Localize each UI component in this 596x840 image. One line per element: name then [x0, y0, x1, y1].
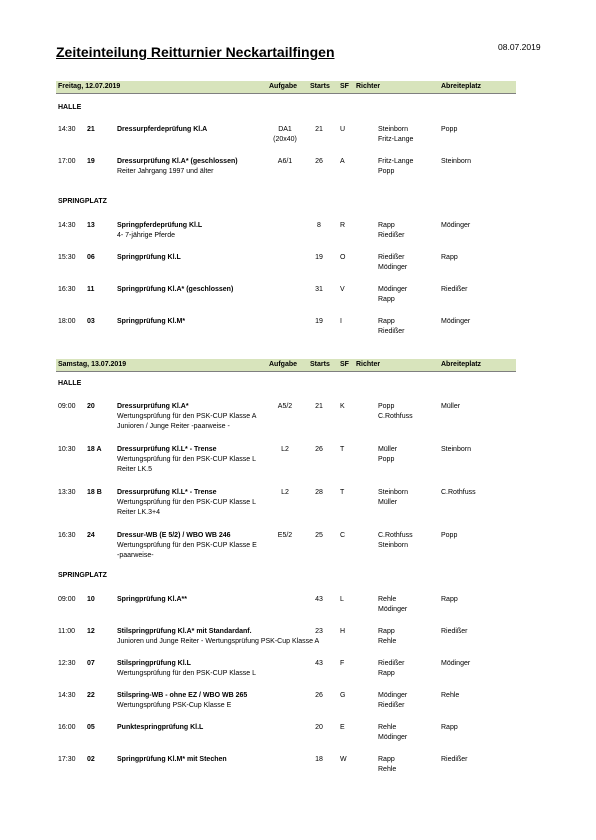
judge-name: Rehle	[378, 638, 397, 645]
judges	[378, 157, 413, 177]
judges	[378, 125, 413, 145]
judge-name: Mödinger	[378, 692, 408, 699]
competition-number: 12	[87, 628, 95, 635]
competition-number: 24	[87, 532, 95, 539]
sf-code: K	[340, 403, 345, 410]
judge-name: Popp	[378, 456, 395, 463]
judge-name: Rehle	[378, 724, 397, 731]
day-header	[56, 81, 516, 94]
judge-name: Riedißer	[378, 254, 405, 261]
competition-info	[117, 691, 247, 711]
competition-note: Wertungsprüfung für den PSK-CUP Klasse E	[117, 542, 257, 549]
competition-note: Reiter LK.5	[117, 466, 153, 473]
judges	[378, 402, 413, 422]
starts-count: 26	[315, 158, 323, 165]
competition-note: Wertungsprüfung für den PSK-CUP Klasse L	[117, 670, 257, 677]
starts-count: 8	[317, 222, 321, 229]
start-time: 17:30	[58, 756, 76, 763]
col-abreiteplatz: Abreiteplatz	[441, 361, 482, 368]
judges	[378, 488, 408, 508]
start-time: 12:30	[58, 660, 76, 667]
judge-name: Steinborn	[378, 542, 408, 549]
competition-info	[117, 317, 185, 327]
competition-info	[117, 723, 203, 733]
judges	[378, 627, 396, 647]
start-time: 18:00	[58, 318, 76, 325]
judges	[378, 755, 396, 775]
starts-count: 21	[315, 126, 323, 133]
judge-name: Rapp	[378, 628, 395, 635]
judge-name: Rapp	[378, 296, 395, 303]
day-header	[56, 359, 516, 372]
starts-count: 28	[315, 489, 323, 496]
judges	[378, 659, 404, 679]
judge-name: Müller	[378, 446, 398, 453]
sf-code: A	[340, 158, 345, 165]
competition-note: Reiter Jahrgang 1997 und älter	[117, 168, 214, 175]
starts-count: 18	[315, 756, 323, 763]
section-title: HALLE	[58, 380, 82, 387]
start-time: 16:00	[58, 724, 76, 731]
competition-note: Wertungsprüfung für den PSK-CUP Klasse L	[117, 499, 257, 506]
starts-count: 26	[315, 692, 323, 699]
competition-info	[117, 253, 181, 263]
judge-name: C.Rothfuss	[378, 413, 413, 420]
judge-name: Rapp	[378, 318, 395, 325]
start-time: 14:30	[58, 692, 76, 699]
task-line: DA1	[278, 126, 292, 133]
judge-name: Mödinger	[378, 734, 408, 741]
judge-name: Steinborn	[378, 489, 408, 496]
col-richter: Richter	[356, 83, 381, 90]
warmup-arena: C.Rothfuss	[441, 489, 476, 496]
competition-info	[117, 445, 256, 475]
sf-code: G	[340, 692, 346, 699]
competition-number: 05	[87, 724, 95, 731]
competition-number: 22	[87, 692, 95, 699]
judges	[378, 531, 413, 551]
sf-code: C	[340, 532, 346, 539]
task-line: L2	[281, 489, 289, 496]
sf-code: U	[340, 126, 346, 133]
starts-count: 26	[315, 446, 323, 453]
task	[262, 445, 308, 455]
judges	[378, 317, 404, 337]
judge-name: Rehle	[378, 766, 397, 773]
judge-name: Fritz-Lange	[378, 136, 414, 143]
start-time: 09:00	[58, 403, 76, 410]
competition-number: 19	[87, 158, 95, 165]
starts-count: 25	[315, 532, 323, 539]
page-title: Zeiteinteilung Reitturnier Neckartailfingen	[56, 44, 335, 60]
task	[262, 488, 308, 498]
competition-name: Springprüfung Kl.L	[117, 254, 181, 261]
competition-number: 10	[87, 596, 95, 603]
competition-info	[117, 627, 319, 647]
start-time: 17:00	[58, 158, 76, 165]
start-time: 13:30	[58, 489, 76, 496]
judge-name: Rapp	[378, 222, 395, 229]
competition-number: 07	[87, 660, 95, 667]
judge-name: Rapp	[378, 756, 395, 763]
judges	[378, 285, 407, 305]
start-time: 09:00	[58, 596, 76, 603]
starts-count: 43	[315, 596, 323, 603]
competition-name: Springpferdeprüfung Kl.L	[117, 222, 203, 229]
warmup-arena: Popp	[441, 126, 458, 133]
judge-name: Mödinger	[378, 286, 408, 293]
start-time: 14:30	[58, 222, 76, 229]
competition-note: -paarweise-	[117, 552, 154, 559]
competition-note: Junioren und Junge Reiter - Wertungsprüfung PSK-Cup Klasse A	[117, 638, 320, 645]
competition-info	[117, 157, 238, 177]
competition-number: 02	[87, 756, 95, 763]
task	[262, 402, 308, 412]
warmup-arena: Rapp	[441, 596, 458, 603]
day-label: Samstag, 13.07.2019	[58, 361, 127, 368]
section-title: SPRINGPLATZ	[58, 198, 107, 205]
judges	[378, 253, 407, 273]
section-title: HALLE	[58, 104, 82, 111]
judges	[378, 445, 397, 465]
warmup-arena: Mödinger	[441, 660, 471, 667]
task-line: (20x40)	[273, 136, 297, 143]
competition-number: 18 A	[87, 446, 102, 453]
task-line: A6/1	[277, 158, 293, 165]
warmup-arena: Steinborn	[441, 446, 471, 453]
judges	[378, 691, 407, 711]
col-starts: Starts	[310, 83, 330, 90]
warmup-arena: Müller	[441, 403, 461, 410]
col-starts: Starts	[310, 361, 330, 368]
task	[262, 157, 308, 167]
sf-code: E	[340, 724, 345, 731]
competition-name: Springprüfung Kl.M* mit Stechen	[117, 756, 227, 763]
start-time: 11:00	[58, 628, 75, 635]
competition-note: Wertungsprüfung für den PSK-CUP Klasse L	[117, 456, 257, 463]
competition-note: 4- 7-jährige Pferde	[117, 232, 175, 239]
task	[262, 531, 308, 541]
sf-code: I	[340, 318, 342, 325]
warmup-arena: Popp	[441, 532, 458, 539]
competition-name: Stilspringprüfung Kl.A* mit Standardanf.	[117, 628, 252, 635]
competition-note: Reiter LK.3+4	[117, 509, 160, 516]
competition-number: 03	[87, 318, 95, 325]
competition-name: Dressurpferdeprüfung Kl.A	[117, 126, 208, 133]
competition-name: Stilspringprüfung Kl.L	[117, 660, 191, 667]
competition-number: 11	[87, 286, 95, 293]
task	[262, 125, 308, 145]
start-time: 16:30	[58, 532, 76, 539]
start-time: 14:30	[58, 126, 76, 133]
col-sf: SF	[340, 361, 349, 368]
warmup-arena: Mödinger	[441, 318, 471, 325]
competition-name: Dressurprüfung Kl.L* - Trense	[117, 446, 217, 453]
warmup-arena: Rehle	[441, 692, 460, 699]
sf-code: W	[340, 756, 347, 763]
starts-count: 23	[315, 628, 323, 635]
warmup-arena: Rapp	[441, 254, 458, 261]
competition-number: 13	[87, 222, 95, 229]
judge-name: Rapp	[378, 670, 395, 677]
competition-name: Springprüfung Kl.A* (geschlossen)	[117, 286, 234, 293]
task-line: E5/2	[277, 532, 293, 539]
competition-info	[117, 488, 256, 518]
starts-count: 19	[315, 318, 323, 325]
sf-code: H	[340, 628, 346, 635]
warmup-arena: Riedißer	[441, 756, 468, 763]
task-line: A5/2	[277, 403, 293, 410]
sf-code: T	[340, 446, 345, 453]
judge-name: Rehle	[378, 596, 397, 603]
sf-code: L	[340, 596, 344, 603]
col-sf: SF	[340, 83, 349, 90]
col-aufgabe: Aufgabe	[269, 361, 297, 368]
competition-number: 06	[87, 254, 95, 261]
day-label: Freitag, 12.07.2019	[58, 83, 121, 90]
judges	[378, 221, 404, 241]
warmup-arena: Riedißer	[441, 286, 468, 293]
judge-name: Steinborn	[378, 126, 408, 133]
judges	[378, 723, 407, 743]
judge-name: C.Rothfuss	[378, 532, 413, 539]
competition-info	[117, 659, 256, 679]
col-richter: Richter	[356, 361, 381, 368]
judge-name: Riedißer	[378, 702, 405, 709]
competition-info	[117, 285, 233, 295]
competition-info	[117, 531, 257, 561]
task-line: L2	[281, 446, 289, 453]
starts-count: 19	[315, 254, 323, 261]
judge-name: Popp	[378, 403, 395, 410]
competition-note: Wertungsprüfung für den PSK-CUP Klasse A	[117, 413, 257, 420]
judge-name: Fritz-Lange	[378, 158, 414, 165]
section-title: SPRINGPLATZ	[58, 572, 107, 579]
print-date: 08.07.2019	[498, 42, 541, 52]
warmup-arena: Riedißer	[441, 628, 468, 635]
start-time: 10:30	[58, 446, 76, 453]
competition-info	[117, 125, 207, 135]
competition-name: Dressurprüfung Kl.L* - Trense	[117, 489, 217, 496]
competition-info	[117, 221, 202, 241]
starts-count: 43	[315, 660, 323, 667]
competition-info	[117, 755, 227, 765]
sf-code: R	[340, 222, 346, 229]
competition-name: Springprüfung Kl.A**	[117, 596, 187, 603]
starts-count: 31	[315, 286, 323, 293]
competition-name: Springprüfung Kl.M*	[117, 318, 186, 325]
competition-info	[117, 402, 256, 432]
judge-name: Riedißer	[378, 660, 405, 667]
starts-count: 20	[315, 724, 323, 731]
start-time: 16:30	[58, 286, 76, 293]
sf-code: T	[340, 489, 345, 496]
competition-name: Dressurprüfung Kl.A*	[117, 403, 189, 410]
sf-code: O	[340, 254, 346, 261]
sf-code: F	[340, 660, 345, 667]
col-abreiteplatz: Abreiteplatz	[441, 83, 482, 90]
competition-name: Dressur-WB (E 5/2) / WBO WB 246	[117, 532, 231, 539]
judge-name: Riedißer	[378, 328, 405, 335]
starts-count: 21	[315, 403, 323, 410]
judge-name: Mödinger	[378, 264, 408, 271]
competition-name: Stilspring-WB - ohne EZ / WBO WB 265	[117, 692, 248, 699]
judge-name: Mödinger	[378, 606, 408, 613]
judge-name: Müller	[378, 499, 398, 506]
competition-number: 18 B	[87, 489, 102, 496]
start-time: 15:30	[58, 254, 76, 261]
competition-note: Wertungsprüfung PSK-Cup Klasse E	[117, 702, 232, 709]
sf-code: V	[340, 286, 345, 293]
competition-note: Junioren / Junge Reiter -paarweise -	[117, 423, 230, 430]
competition-number: 21	[87, 126, 95, 133]
col-aufgabe: Aufgabe	[269, 83, 297, 90]
warmup-arena: Steinborn	[441, 158, 471, 165]
warmup-arena: Mödinger	[441, 222, 471, 229]
competition-info	[117, 595, 187, 605]
judge-name: Riedißer	[378, 232, 405, 239]
warmup-arena: Rapp	[441, 724, 458, 731]
competition-name: Punktespringprüfung Kl.L	[117, 724, 204, 731]
competition-name: Dressurprüfung Kl.A* (geschlossen)	[117, 158, 238, 165]
competition-number: 20	[87, 403, 95, 410]
judges	[378, 595, 407, 615]
judge-name: Popp	[378, 168, 395, 175]
